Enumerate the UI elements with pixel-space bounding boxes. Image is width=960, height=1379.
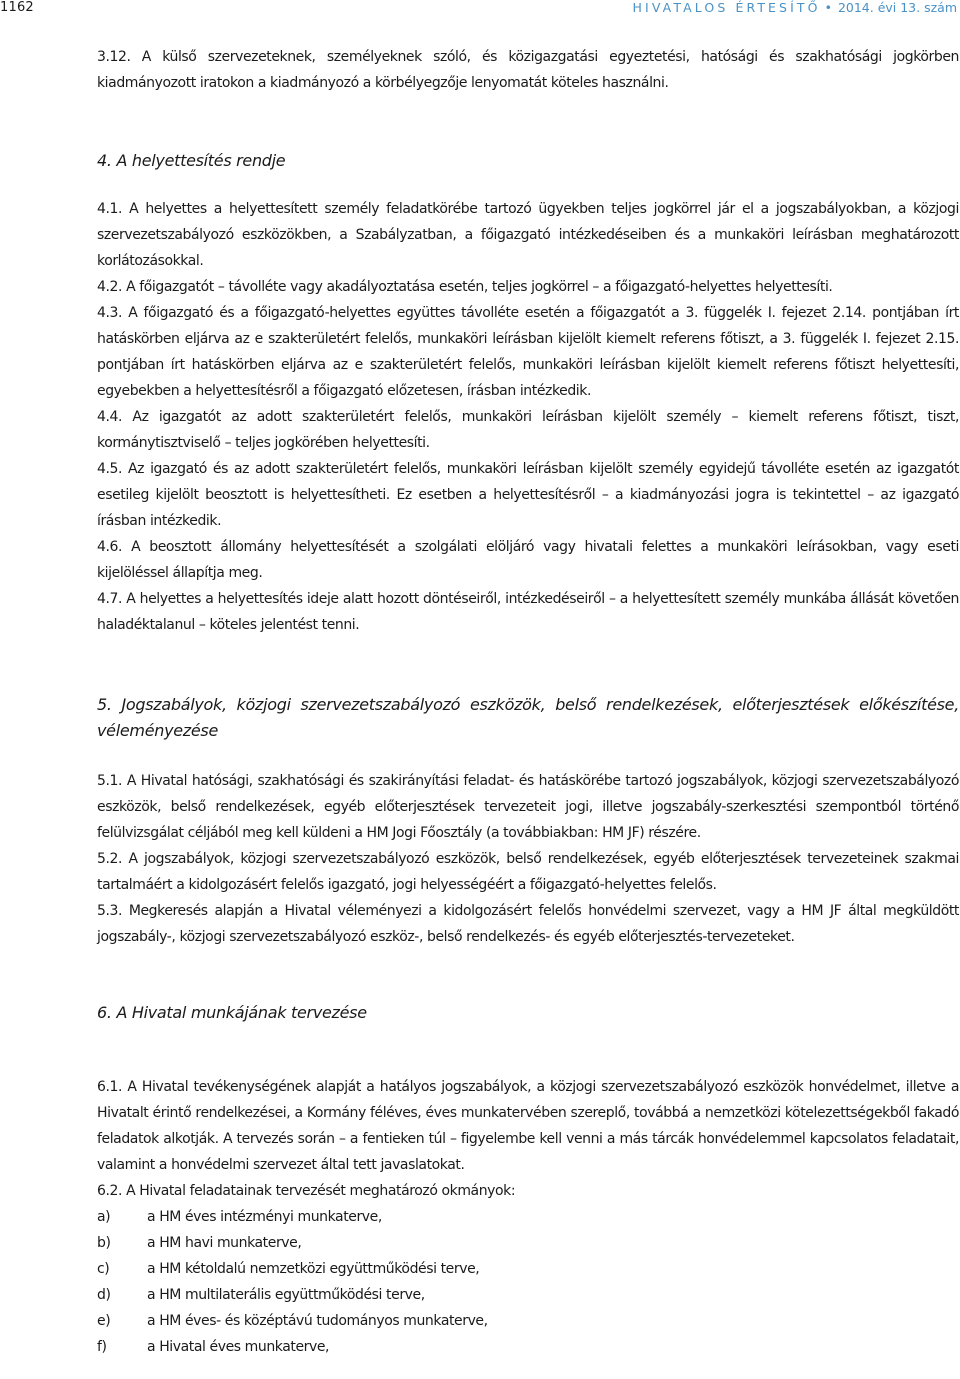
paragraph-4-7: 4.7. A helyettes a helyettesítés ideje alatt hozott döntéseiről, intézkedéseiről – a helyettesített személy munkába állását követően haladéktalanul – köteles jelentést tenni. bbox=[97, 591, 959, 633]
header-bullet: • bbox=[824, 0, 832, 15]
section-6-heading: 6. A Hivatal munkájának tervezése bbox=[97, 1003, 367, 1022]
paragraph-5-1: 5.1. A Hivatal hatósági, szakhatósági és szakirányítási feladat- és hatáskörébe tartozó jogszabályok, közjogi szervezetszabályozó eszközök, belső rendelkezések, egyéb előterjesztések tervezeteit jogi, illetve jogszabály-szerkesztési szempontból történő felülvizsgálat céljából meg kell küldeni a HM Jogi Főosztály (a továbbiakban: HM JF) részére. bbox=[97, 773, 959, 841]
running-header bbox=[633, 0, 957, 15]
paragraph-4-1: 4.1. A helyettes a helyettesített személy feladatkörébe tartozó ügyekben teljes jogkörrel jár el a jogszabályokban, a közjogi szervezetszabályozó eszközökben, a Szabályzatban, a főigazgató intézkedéseiben és a munkaköri leírásban meghatározott korlátozásokkal. bbox=[97, 201, 959, 269]
list-marker: b) bbox=[97, 1235, 111, 1251]
paragraph-5-2: 5.2. A jogszabályok, közjogi szervezetszabályozó eszközök, belső rendelkezések, egyéb előterjesztések tervezeteinek szakmai tartalmáért a kidolgozásért felelős igazgató, jogi helyességéért a főigazgató-helyettes felelős. bbox=[97, 851, 959, 893]
paragraph-5-3: 5.3. Megkeresés alapján a Hivatal véleményezi a kidolgozásért felelős honvédelmi szervezet, vagy a HM JF által megküldött jogszabály-, közjogi szervezetszabályozó eszköz-, belső rendelkezés- és egyéb előterjesztés-tervezeteket. bbox=[97, 903, 959, 945]
list-item bbox=[97, 1334, 959, 1360]
paragraph-4-6: 4.6. A beosztott állomány helyettesítését a szolgálati elöljáró vagy hivatali felettes a munkaköri leírásokban, vagy eseti kijelöléssel állapítja meg. bbox=[97, 539, 959, 581]
list-marker: c) bbox=[97, 1261, 110, 1277]
paragraph-4-5: 4.5. Az igazgató és az adott szakterületért felelős, munkaköri leírásban kijelölt személy egyidejű távolléte esetén az igazgatót esetileg kijelölt beosztott is helyettesítheti. Ez esetben a helyettesítésről – a kiadmányozási jogra is tekintettel – az igazgató írásban intézkedik. bbox=[97, 461, 959, 529]
publication-title: HIVATALOS ÉRTESÍTŐ bbox=[632, 0, 821, 15]
page-header bbox=[0, 0, 960, 22]
paragraph-6-2: 6.2. A Hivatal feladatainak tervezését meghatározó okmányok: bbox=[97, 1183, 516, 1199]
document-list bbox=[97, 1204, 959, 1360]
list-item-text: a HM havi munkaterve, bbox=[147, 1235, 302, 1251]
list-marker: f) bbox=[97, 1339, 107, 1355]
issue-info: 2014. évi 13. szám bbox=[837, 0, 957, 15]
list-marker: e) bbox=[97, 1313, 111, 1329]
section-6-body bbox=[97, 1074, 959, 1360]
list-marker: d) bbox=[97, 1287, 111, 1303]
paragraph-6-1: 6.1. A Hivatal tevékenységének alapját a hatályos jogszabályok, a közjogi szervezetszabályozó eszközök honvédelmet, illetve a Hivatalt érintő rendelkezései, a Kormány féléves, éves munkatervében szereplő, továbbá a nemzetközi kötelezettségekből fakadó feladatok alkotják. A tervezés során – a fentieken túl – figyelembe kell venni a más tárcák honvédelemmel kapcsolatos feladatait, valamint a honvédelmi szervezet által tett javaslatokat. bbox=[97, 1079, 959, 1173]
section-4-body bbox=[97, 196, 959, 638]
paragraph-4-3: 4.3. A főigazgató és a főigazgató-helyettes együttes távolléte esetén a főigazgatót a 3. függelék I. fejezet 2.14. pontjában írt hatáskörben eljárva az e szakterületért felelős, munkaköri leírásban kijelölt kiemelt referens főtiszt, a 3. függelék I. fejezet 2.15. pontjában írt hatáskörben eljárva az e szakterületért felelős, munkaköri leírásban kijelölt kiemelt referens főtiszt helyettesíti, egyebekben a helyettesítésről a főigazgató előzetesen, írásban intézkedik. bbox=[97, 305, 959, 399]
list-item-text: a Hivatal éves munkaterve, bbox=[147, 1339, 330, 1355]
section-4-heading: 4. A helyettesítés rendje bbox=[97, 151, 286, 170]
page-body bbox=[97, 44, 959, 1360]
list-item-text: a HM éves- és középtávú tudományos munkaterve, bbox=[147, 1313, 488, 1329]
list-item bbox=[97, 1204, 959, 1230]
paragraph-4-4: 4.4. Az igazgatót az adott szakterületért felelős, munkaköri leírásban kijelölt személy – kiemelt referens főtiszt, tiszt, kormánytisztviselő – teljes jogkörében helyettesíti. bbox=[97, 409, 959, 451]
section-5-heading: 5. Jogszabályok, közjogi szervezetszabályozó eszközök, belső rendelkezések, előterjesztések előkészítése, véleményezése bbox=[97, 695, 959, 740]
list-item-text: a HM kétoldalú nemzetközi együttműködési terve, bbox=[147, 1261, 480, 1277]
list-item bbox=[97, 1282, 959, 1308]
paragraph-3-12: 3.12. A külső szervezeteknek, személyeknek szóló, és közigazgatási egyeztetési, hatósági és szakhatósági jogkörben kiadmányozott iratokon a kiadmányozó a körbélyegzője lenyomatát köteles használni. bbox=[97, 49, 959, 91]
list-item bbox=[97, 1308, 959, 1334]
list-item-text: a HM éves intézményi munkaterve, bbox=[147, 1209, 382, 1225]
list-item bbox=[97, 1230, 959, 1256]
list-item bbox=[97, 1256, 959, 1282]
section-5-body bbox=[97, 768, 959, 950]
list-item-text: a HM multilaterális együttműködési terve, bbox=[147, 1287, 425, 1303]
list-marker: a) bbox=[97, 1209, 111, 1225]
paragraph-4-2: 4.2. A főigazgatót – távolléte vagy akadályoztatása esetén, teljes jogkörrel – a főigazgató-helyettes helyettesíti. bbox=[97, 279, 833, 295]
page-number: 1162 bbox=[0, 0, 34, 15]
